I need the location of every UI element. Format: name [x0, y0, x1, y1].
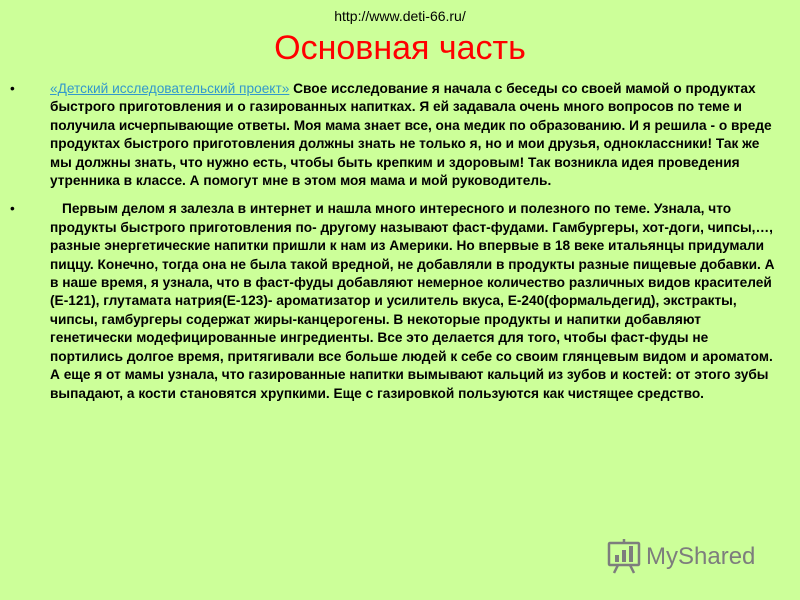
bullet-dot: •: [10, 201, 15, 217]
myshared-watermark-logo: [606, 535, 766, 575]
paragraph-text: Первым делом я залезла в интернет и нашла много интересного и полезного по теме. Узнала, что продукты быстрого приготовления по- другому называют фаст-фудами. Гамбургеры, хот-доги, чипсы,…, разные энергетические напитки пришли к нам из Америки. Но впервые в 18 веке итальянцы придумали пиццу. Конечно, тогда она не была такой вредной, не добавляли в продукты разные пищевые добавки. А в наше время, я узнала, что в фаст-фуды добавляют немерное количество различных видов красителей (Е-121), глутамата натрия(Е-123)- ароматизатор и усилитель вкуса, Е-240(формальдегид), экстракты, чипсы, гамбургеры содержат жиры-канцерогены. В некоторые продукты и напитки добавляют генетически модефицированные ингредиенты. Все это делается для того, чтобы фаст-фуды не портились долгое время, притягивали все больше людей к себе со своим глянцевым видом и ароматом. А еще я от мамы узнала, что газированные напитки вымывают кальций из зубов и костей: от этого зубы выпадают, а кости становятся хрупкими. Еще с газировкой пользуются как чистящее средство.: [50, 201, 775, 401]
bar-chart-icon: [615, 546, 633, 562]
bullet-paragraph-project: [0, 80, 800, 190]
slide-title: Основная часть: [274, 29, 526, 67]
bullet-dot: •: [10, 81, 15, 96]
site-url: http://www.deti-66.ru/: [334, 8, 466, 24]
paragraph-text: Свое исследование я начала с беседы со своей мамой о продуктах быстрого приготовления и о газированных напитках. Я ей задавала очень много вопросов по теме и получила исчерпывающие ответы. Моя мама знает все, она медик по образованию. И я решила - о вреде продуктах быстрого приготовления должны знать не только я, но и мои друзья, одноклассники! Так же мы должны знать, что нужно есть, чтобы быть крепким и здоровым! Так возникла идея проведения утренника в классе. А помогут мне в этом моя мама и мой руководитель.: [50, 81, 772, 189]
project-link[interactable]: «Детский исследовательский проект»: [50, 81, 290, 96]
bullet-paragraph-research: [0, 200, 800, 402]
watermark-text: MyShared: [646, 543, 756, 570]
slide-body: [0, 80, 800, 403]
